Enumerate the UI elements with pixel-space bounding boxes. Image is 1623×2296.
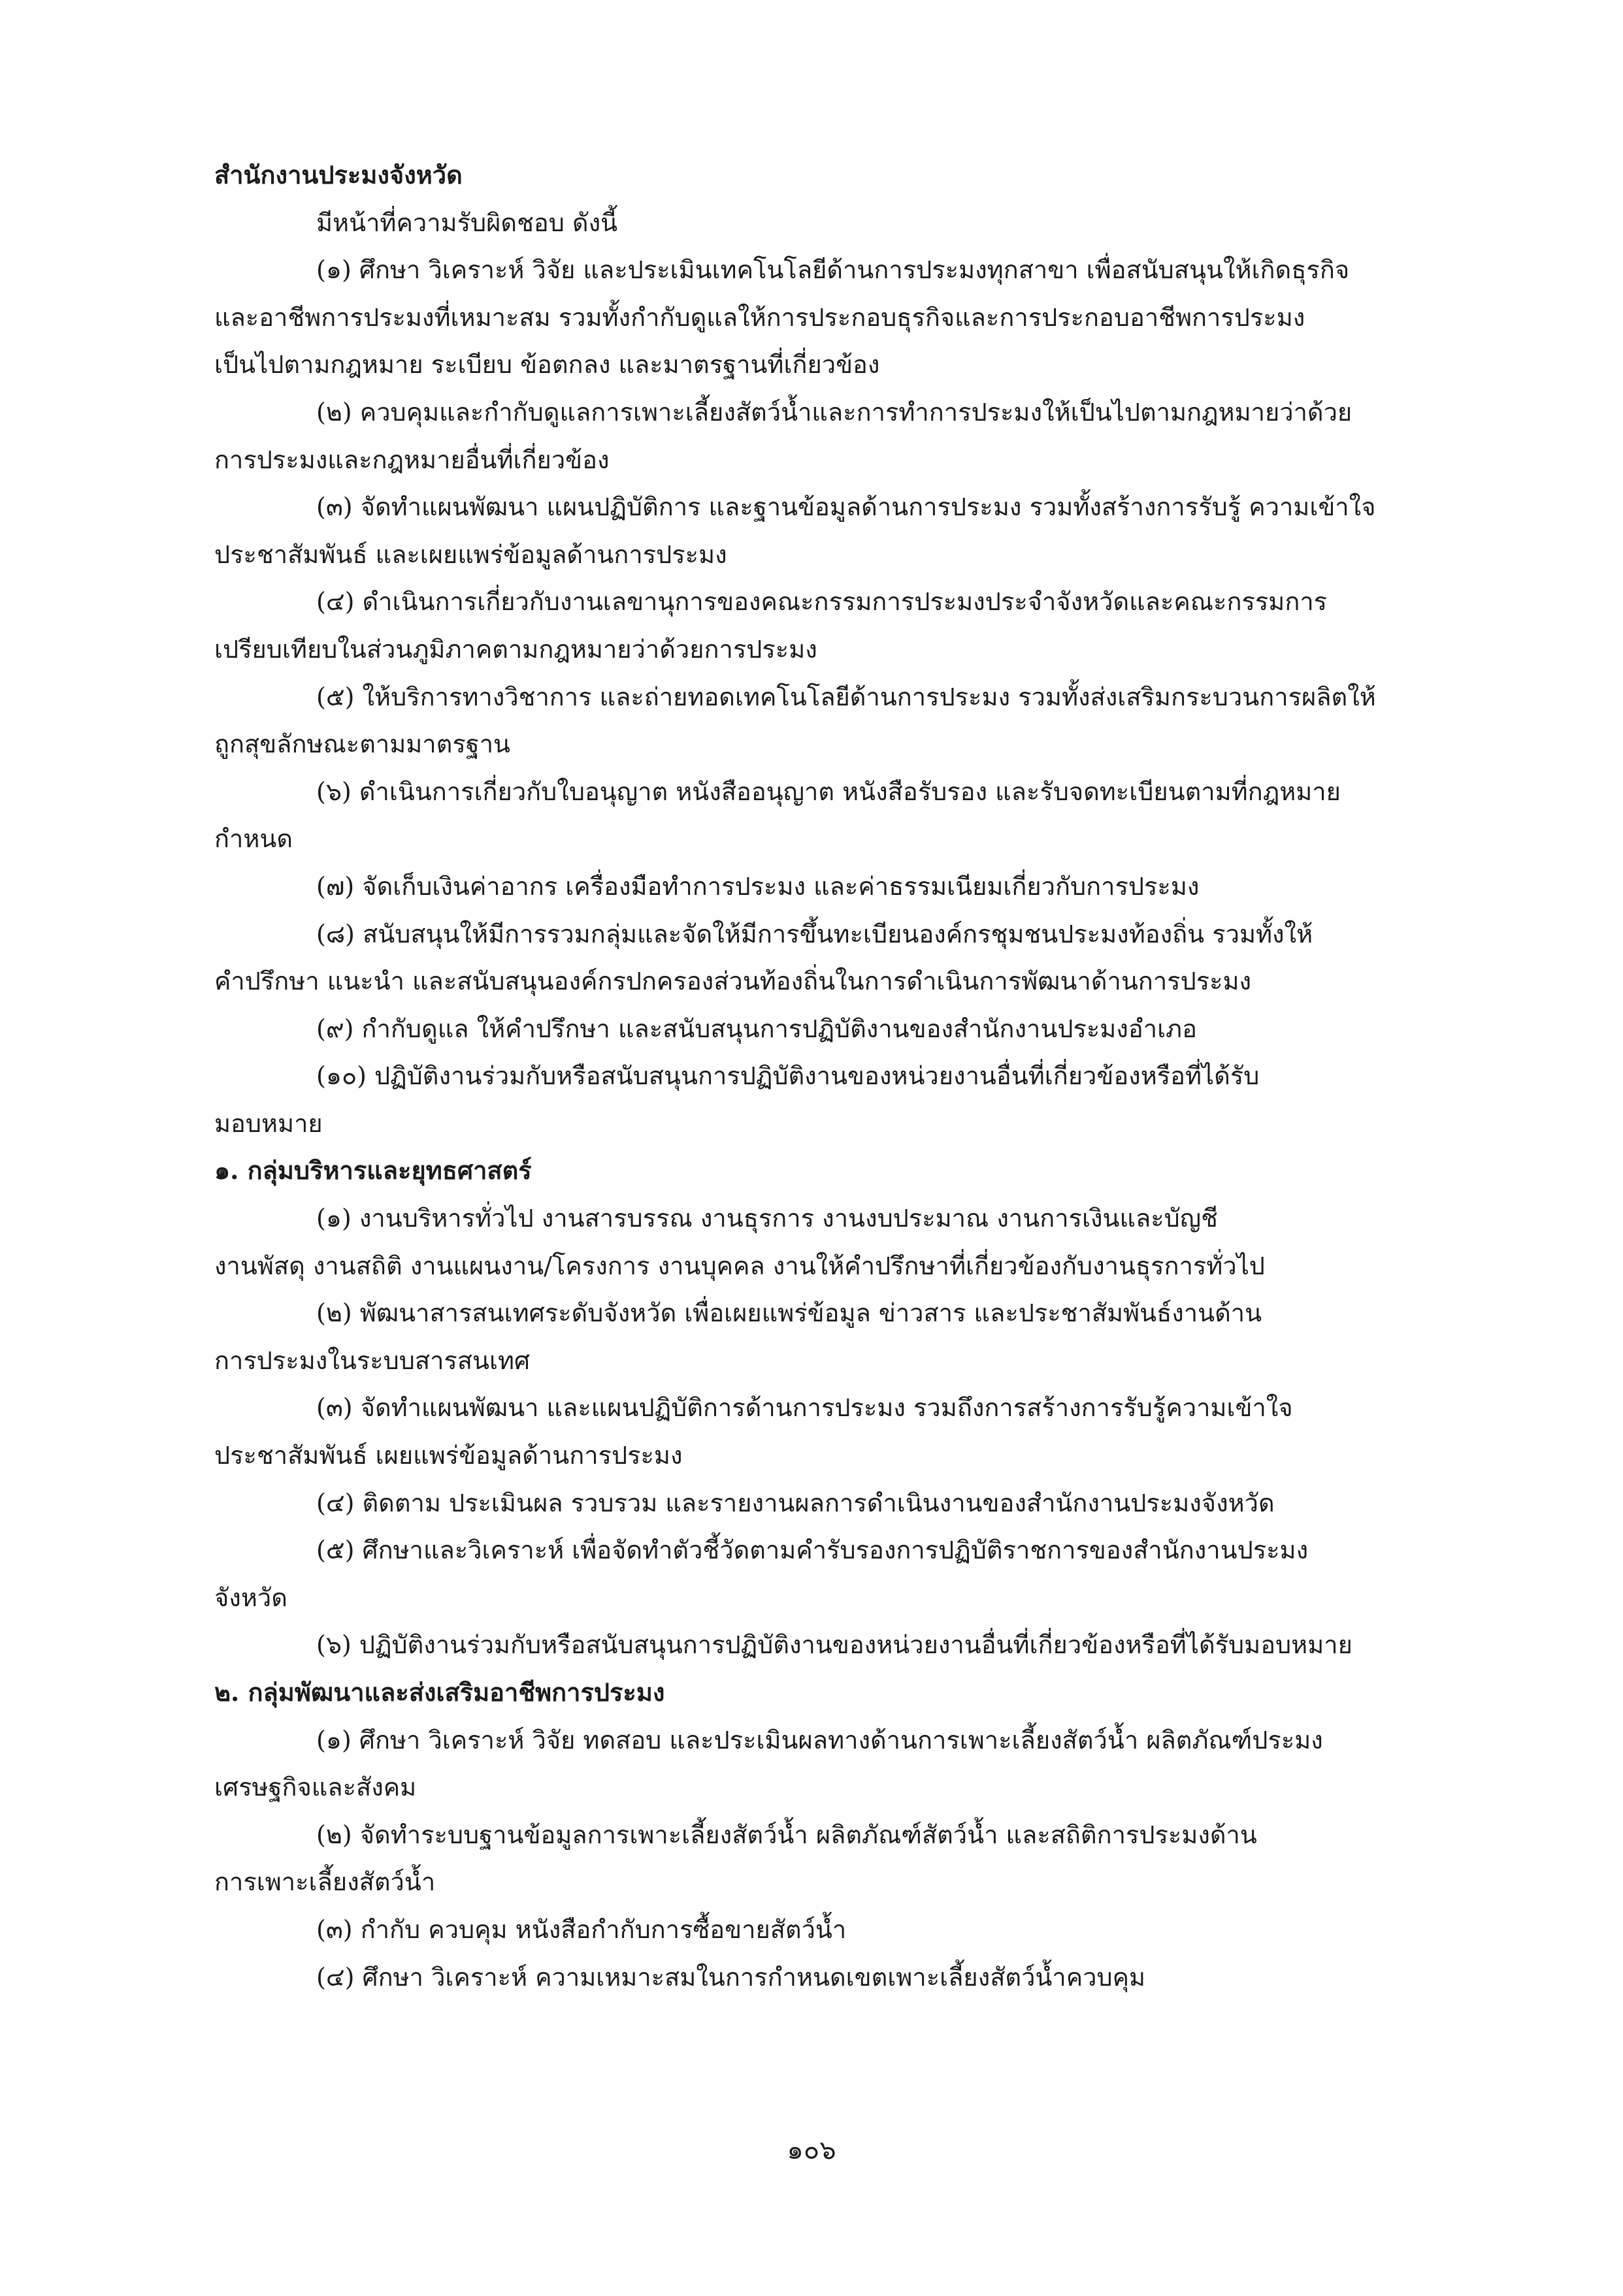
text-line: (๓) จัดทำแผนพัฒนา แผนปฏิบัติการ และฐานข้อมูลด้านการประมง รวมทั้งสร้างการรับรู้ ความเข้าใจ: [316, 493, 1376, 522]
section-heading: ๒. กลุ่มพัฒนาและส่งเสริมอาชีพการประมง: [214, 1677, 665, 1707]
text-line: คำปรึกษา แนะนำ และสนับสนุนองค์กรปกครองส่วนท้องถิ่นในการดำเนินการพัฒนาด้านการประมง: [214, 967, 1252, 996]
text-line: และอาชีพการประมงที่เหมาะสม รวมทั้งกำกับดูแลให้การประกอบธุรกิจและการประกอบอาชีพการประมง: [214, 302, 1305, 332]
text-line: (๑) งานบริหารทั่วไป งานสารบรรณ งานธุรการ งานงบประมาณ งานการเงินและบัญชี: [316, 1204, 1218, 1233]
text-line: (๖) ดำเนินการเกี่ยวกับใบอนุญาต หนังสืออนุญาต หนังสือรับรอง และรับจดทะเบียนตามที่กฎหมาย: [316, 777, 1341, 806]
text-line: ถูกสุขลักษณะตามมาตรฐาน: [214, 730, 511, 759]
text-line: (๕) ให้บริการทางวิชาการ และถ่ายทอดเทคโนโลยีด้านการประมง รวมทั้งส่งเสริมกระบวนการผลิตให้: [316, 682, 1376, 711]
text-line: (๒) ควบคุมและกำกับดูแลการเพาะเลี้ยงสัตว์น้ำและการทำการประมงให้เป็นไปตามกฎหมายว่าด้วย: [316, 397, 1352, 427]
text-line: ประชาสัมพันธ์ เผยแพร่ข้อมูลด้านการประมง: [214, 1441, 683, 1470]
text-line: (๓) จัดทำแผนพัฒนา และแผนปฏิบัติการด้านการประมง รวมถึงการสร้างการรับรู้ความเข้าใจ: [316, 1393, 1293, 1423]
text-line: ประชาสัมพันธ์ และเผยแพร่ข้อมูลด้านการประมง: [214, 540, 727, 569]
text-line: (๑) ศึกษา วิเคราะห์ วิจัย ทดสอบ และประเมินผลทางด้านการเพาะเลี้ยงสัตว์น้ำ ผลิตภัณฑ์ประมง: [316, 1725, 1323, 1754]
text-line: การประมงและกฎหมายอื่นที่เกี่ยวข้อง: [214, 445, 610, 474]
text-line: (๔) ติดตาม ประเมินผล รวบรวม และรายงานผลการดำเนินงานของสำนักงานประมงจังหวัด: [316, 1488, 1275, 1517]
text-line: การประมงในระบบสารสนเทศ: [214, 1346, 531, 1375]
text-line: งานพัสดุ งานสถิติ งานแผนงาน/โครงการ งานบุคคล งานให้คำปรึกษาที่เกี่ยวข้องกับงานธุรการทั่วไป: [214, 1251, 1265, 1280]
document-body: [214, 152, 1456, 2001]
text-line: มีหน้าที่ความรับผิดชอบ ดังนี้: [316, 208, 618, 237]
text-line: (๖) ปฏิบัติงานร่วมกับหรือสนับสนุนการปฏิบัติงานของหน่วยงานอื่นที่เกี่ยวข้องหรือที่ได้รับมอบหมาย: [316, 1630, 1352, 1660]
text-line: (๑๐) ปฏิบัติงานร่วมกับหรือสนับสนุนการปฏิบัติงานของหน่วยงานอื่นที่เกี่ยวข้องหรือที่ได้รับ: [316, 1061, 1260, 1091]
section-heading: ๑. กลุ่มบริหารและยุทธศาสตร์: [214, 1156, 532, 1186]
text-line: (๑) ศึกษา วิเคราะห์ วิจัย และประเมินเทคโนโลยีด้านการประมงทุกสาขา เพื่อสนับสนุนให้เกิดธุรกิจ: [316, 255, 1350, 285]
text-line: (๔) ศึกษา วิเคราะห์ ความเหมาะสมในการกำหนดเขตเพาะเลี้ยงสัตว์น้ำควบคุม: [316, 1962, 1146, 1992]
section-heading: สำนักงานประมงจังหวัด: [214, 160, 463, 189]
text-line: (๓) กำกับ ควบคุม หนังสือกำกับการซื้อขายสัตว์น้ำ: [316, 1915, 847, 1944]
text-line: จังหวัด: [214, 1583, 287, 1612]
text-line: การเพาะเลี้ยงสัตว์น้ำ: [214, 1868, 436, 1897]
text-line: (๘) สนับสนุนให้มีการรวมกลุ่มและจัดให้มีการขึ้นทะเบียนองค์กรชุมชนประมงท้องถิ่น รวมทั้งให้: [316, 919, 1313, 948]
text-line: เป็นไปตามกฎหมาย ระเบียบ ข้อตกลง และมาตรฐานที่เกี่ยวข้อง: [214, 350, 880, 380]
page-number: ๑๐๖: [787, 2135, 836, 2165]
text-line: (๗) จัดเก็บเงินค่าอากร เครื่องมือทำการประมง และค่าธรรมเนียมเกี่ยวกับการประมง: [316, 871, 1200, 901]
text-line: กำหนด: [214, 824, 293, 854]
text-line: (๙) กำกับดูแล ให้คำปรึกษา และสนับสนุนการปฏิบัติงานของสำนักงานประมงอำเภอ: [316, 1014, 1197, 1043]
text-line: (๒) พัฒนาสารสนเทศระดับจังหวัด เพื่อเผยแพร่ข้อมูล ข่าวสาร และประชาสัมพันธ์งานด้าน: [316, 1299, 1262, 1328]
text-line: (๔) ดำเนินการเกี่ยวกับงานเลขานุการของคณะกรรมการประมงประจำจังหวัดและคณะกรรมการ: [316, 587, 1328, 617]
text-line: (๕) ศึกษาและวิเคราะห์ เพื่อจัดทำตัวชี้วัดตามคำรับรองการปฏิบัติราชการของสำนักงานประมง: [316, 1536, 1309, 1565]
text-line: เปรียบเทียบในส่วนภูมิภาคตามกฎหมายว่าด้วยการประมง: [214, 634, 817, 664]
text-line: (๒) จัดทำระบบฐานข้อมูลการเพาะเลี้ยงสัตว์น้ำ ผลิตภัณฑ์สัตว์น้ำ และสถิติการประมงด้าน: [316, 1820, 1257, 1849]
text-line: เศรษฐกิจและสังคม: [214, 1773, 417, 1802]
text-line: มอบหมาย: [214, 1108, 323, 1138]
